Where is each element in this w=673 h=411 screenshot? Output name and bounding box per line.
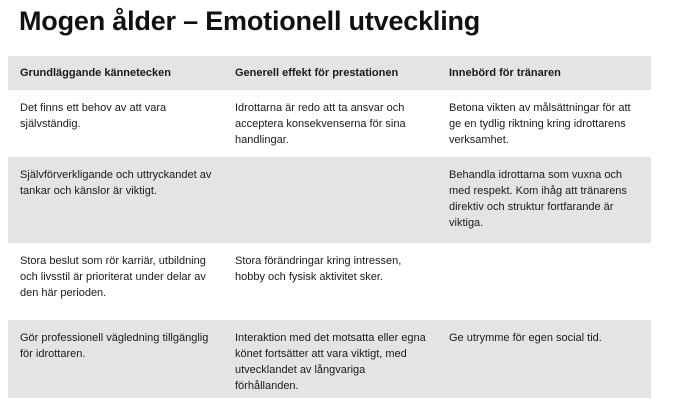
table-cell: Självförverkligande och uttryckandet av tankar och känslor är viktigt.: [20, 169, 212, 197]
table-cell: Betona vikten av målsättningar för att ge en tydlig riktning kring idrottarens verksamhet.: [449, 102, 631, 146]
table-row: [8, 90, 651, 157]
characteristics-table: [8, 56, 651, 398]
table-header-row: [8, 56, 651, 90]
page-title: Mogen ålder – Emotionell utveckling: [19, 6, 481, 36]
column-header-performance-effect: Generell effekt för prestationen: [235, 67, 399, 79]
table-cell: [223, 157, 437, 243]
table-cell: [437, 243, 651, 320]
table-row: [8, 243, 651, 320]
table-cell: Stora beslut som rör karriär, utbildning och livsstil är prioriterat under delar av den här perioden.: [20, 255, 206, 299]
table-cell: Interaktion med det motsatta eller egna könet fortsätter att vara viktigt, med utvecklandet av långvariga förhållanden.: [235, 332, 426, 392]
table-cell: Behandla idrottarna som vuxna och med respekt. Kom ihåg att tränarens direktiv och struktur fortfarande är viktiga.: [449, 169, 627, 229]
table-row: [8, 320, 651, 398]
column-header-coach-implication: Innebörd för tränaren: [449, 67, 561, 79]
table-cell: Idrottarna är redo att ta ansvar och acceptera konsekvenserna för sina handlingar.: [235, 102, 406, 146]
table-cell: Det finns ett behov av att vara självständig.: [20, 102, 167, 130]
table-cell: Stora förändringar kring intressen, hobby och fysisk aktivitet sker.: [235, 255, 402, 283]
column-header-characteristics: Grundläggande kännetecken: [20, 67, 171, 79]
table-cell: Gör professionell vägledning tillgänglig för idrottaren.: [20, 332, 209, 360]
table-cell: Ge utrymme för egen social tid.: [449, 332, 602, 344]
table-row: [8, 157, 651, 243]
